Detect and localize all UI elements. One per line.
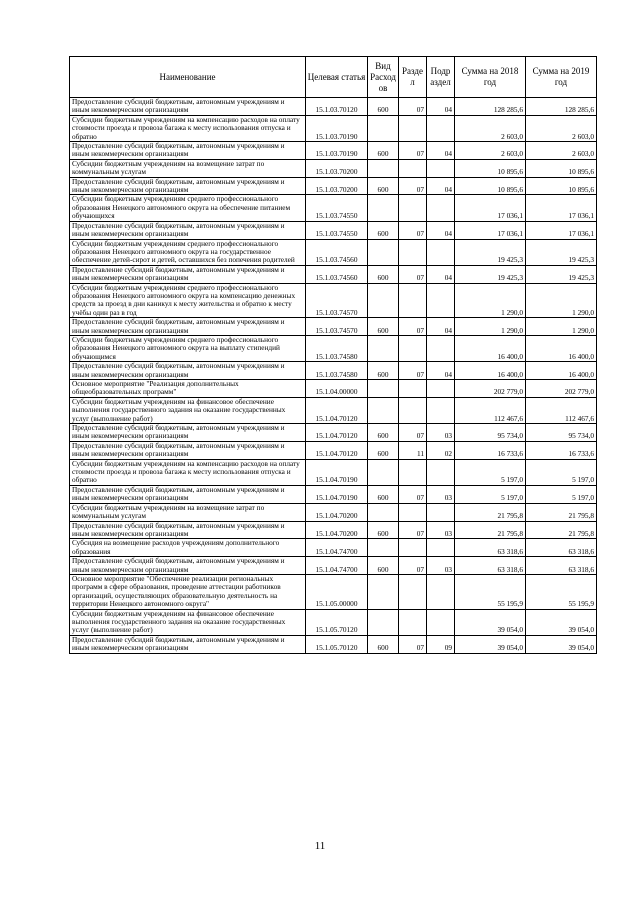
row-name: Предоставление субсидий бюджетным, автономным учреждениям и иным некоммерческим организациям	[70, 635, 306, 653]
row-target-article: 15.1.04.70200	[306, 521, 368, 539]
row-sum-2019: 16 400,0	[526, 335, 597, 361]
row-sum-2019: 10 895,6	[526, 159, 597, 177]
page-number: 11	[314, 840, 326, 852]
row-subsection: 04	[427, 221, 455, 239]
row-expense-type	[368, 380, 399, 398]
row-sum-2019: 19 425,3	[526, 265, 597, 283]
row-section: 07	[399, 177, 427, 195]
row-sum-2019: 5 197,0	[526, 485, 597, 503]
row-section	[399, 283, 427, 318]
row-sum-2018: 39 054,0	[455, 609, 526, 635]
row-section	[399, 335, 427, 361]
row-sum-2019: 112 467,6	[526, 397, 597, 423]
table-row	[70, 177, 597, 195]
row-sum-2018: 2 603,0	[455, 115, 526, 141]
row-subsection: 03	[427, 557, 455, 575]
row-name: Субсидии бюджетным учреждениям на компенсацию расходов на оплату стоимости проезда и провоза багажа к месту использования отпуска и обратно	[70, 459, 306, 485]
row-sum-2019: 16 733,6	[526, 441, 597, 459]
table-row	[70, 362, 597, 380]
table-row	[70, 397, 597, 423]
table-row	[70, 557, 597, 575]
table-row	[70, 195, 597, 221]
row-section: 07	[399, 557, 427, 575]
table-row	[70, 539, 597, 557]
row-target-article: 15.1.03.74560	[306, 265, 368, 283]
row-target-article: 15.1.03.74580	[306, 362, 368, 380]
row-subsection: 04	[427, 177, 455, 195]
row-name: Субсидии бюджетным учреждениям на возмещение затрат по коммунальным услугам	[70, 159, 306, 177]
row-expense-type: 600	[368, 142, 399, 160]
row-sum-2019: 55 195,9	[526, 574, 597, 609]
row-sum-2019: 5 197,0	[526, 459, 597, 485]
row-section	[399, 397, 427, 423]
row-name: Субсидии бюджетным учреждениям среднего профессионального образования Ненецкого автономного округа на государственное обеспечение детей-сирот и детей, оставшихся без попечения родителей	[70, 239, 306, 265]
row-sum-2019: 10 895,6	[526, 177, 597, 195]
row-target-article: 15.1.05.70120	[306, 635, 368, 653]
table-row	[70, 459, 597, 485]
row-subsection	[427, 115, 455, 141]
table-body	[70, 98, 597, 654]
row-subsection	[427, 539, 455, 557]
row-expense-type	[368, 397, 399, 423]
row-section	[399, 195, 427, 221]
row-sum-2019: 128 285,6	[526, 98, 597, 116]
row-sum-2019: 63 318,6	[526, 539, 597, 557]
row-section	[399, 115, 427, 141]
row-target-article: 15.1.05.70120	[306, 609, 368, 635]
row-sum-2019: 2 603,0	[526, 115, 597, 141]
row-name: Основное мероприятие "Реализация дополнительных общеобразовательных программ"	[70, 380, 306, 398]
row-section: 07	[399, 635, 427, 653]
row-name: Субсидии бюджетным учреждениям среднего профессионального образования Ненецкого автономного округа на обеспечение питанием обучающихся	[70, 195, 306, 221]
row-target-article: 15.1.04.70190	[306, 459, 368, 485]
row-subsection: 03	[427, 485, 455, 503]
row-expense-type: 600	[368, 557, 399, 575]
row-sum-2018: 19 425,3	[455, 265, 526, 283]
header-expense-type: Вид Расход ов	[368, 57, 399, 98]
row-section	[399, 380, 427, 398]
row-subsection	[427, 335, 455, 361]
row-target-article: 15.1.03.74570	[306, 318, 368, 336]
row-expense-type: 600	[368, 318, 399, 336]
row-target-article: 15.1.05.00000	[306, 574, 368, 609]
row-subsection	[427, 574, 455, 609]
table-row	[70, 318, 597, 336]
row-subsection: 04	[427, 98, 455, 116]
row-expense-type: 600	[368, 635, 399, 653]
row-section	[399, 239, 427, 265]
row-name: Предоставление субсидий бюджетным, автономным учреждениям и иным некоммерческим организациям	[70, 521, 306, 539]
row-sum-2019: 17 036,1	[526, 221, 597, 239]
row-target-article: 15.1.04.70120	[306, 397, 368, 423]
row-subsection	[427, 380, 455, 398]
row-sum-2018: 5 197,0	[455, 459, 526, 485]
row-subsection: 04	[427, 265, 455, 283]
row-name: Предоставление субсидий бюджетным, автономным учреждениям и иным некоммерческим организациям	[70, 98, 306, 116]
row-name: Основное мероприятие "Обеспечение реализации региональных программ в сфере образования, проведение аттестации работников организаций, осуществляющих образовательную деятельность на территории Ненецкого автономного округа"	[70, 574, 306, 609]
row-sum-2018: 63 318,6	[455, 557, 526, 575]
row-expense-type	[368, 503, 399, 521]
row-expense-type	[368, 195, 399, 221]
row-sum-2018: 16 400,0	[455, 335, 526, 361]
row-name: Предоставление субсидий бюджетным, автономным учреждениям и иным некоммерческим организациям	[70, 362, 306, 380]
row-sum-2018: 128 285,6	[455, 98, 526, 116]
row-subsection: 04	[427, 362, 455, 380]
row-expense-type	[368, 159, 399, 177]
row-target-article: 15.1.03.74570	[306, 283, 368, 318]
row-section: 07	[399, 318, 427, 336]
row-name: Субсидии бюджетным учреждениям среднего профессионального образования Ненецкого автономного округа на выплату стипендий обучающимся	[70, 335, 306, 361]
row-name: Предоставление субсидий бюджетным, автономным учреждениям и иным некоммерческим организациям	[70, 318, 306, 336]
row-target-article: 15.1.04.70120	[306, 441, 368, 459]
row-name: Предоставление субсидий бюджетным, автономным учреждениям и иным некоммерческим организациям	[70, 142, 306, 160]
row-sum-2018: 10 895,6	[455, 159, 526, 177]
row-sum-2018: 5 197,0	[455, 485, 526, 503]
row-target-article: 15.1.03.70200	[306, 177, 368, 195]
row-sum-2018: 55 195,9	[455, 574, 526, 609]
row-expense-type	[368, 239, 399, 265]
row-section	[399, 159, 427, 177]
header-name: Наименование	[70, 57, 306, 98]
row-sum-2018: 2 603,0	[455, 142, 526, 160]
table-row	[70, 635, 597, 653]
row-subsection	[427, 397, 455, 423]
table-row	[70, 335, 597, 361]
row-sum-2019: 21 795,8	[526, 503, 597, 521]
row-subsection	[427, 283, 455, 318]
row-section: 07	[399, 98, 427, 116]
row-section: 07	[399, 265, 427, 283]
row-name: Предоставление субсидий бюджетным, автономным учреждениям и иным некоммерческим организациям	[70, 485, 306, 503]
row-target-article: 15.1.03.70190	[306, 115, 368, 141]
row-name: Субсидия на возмещение расходов учреждениям дополнительного образования	[70, 539, 306, 557]
row-section: 07	[399, 221, 427, 239]
row-target-article: 15.1.04.70120	[306, 424, 368, 442]
row-section	[399, 539, 427, 557]
row-sum-2018: 19 425,3	[455, 239, 526, 265]
row-target-article: 15.1.03.74560	[306, 239, 368, 265]
table-row	[70, 380, 597, 398]
row-expense-type	[368, 115, 399, 141]
row-name: Субсидии бюджетным учреждениям на возмещение затрат по коммунальным услугам	[70, 503, 306, 521]
row-section	[399, 574, 427, 609]
row-sum-2019: 19 425,3	[526, 239, 597, 265]
row-expense-type: 600	[368, 98, 399, 116]
row-target-article: 15.1.04.74700	[306, 539, 368, 557]
row-name: Предоставление субсидий бюджетным, автономным учреждениям и иным некоммерческим организациям	[70, 557, 306, 575]
row-sum-2019: 95 734,0	[526, 424, 597, 442]
row-sum-2018: 1 290,0	[455, 283, 526, 318]
budget-table	[69, 56, 597, 654]
header-target-article: Целевая статья	[306, 57, 368, 98]
row-sum-2018: 1 290,0	[455, 318, 526, 336]
row-sum-2018: 95 734,0	[455, 424, 526, 442]
row-section: 11	[399, 441, 427, 459]
row-section: 07	[399, 521, 427, 539]
row-subsection	[427, 459, 455, 485]
row-sum-2018: 10 895,6	[455, 177, 526, 195]
row-sum-2019: 202 779,0	[526, 380, 597, 398]
row-subsection	[427, 503, 455, 521]
row-sum-2019: 16 400,0	[526, 362, 597, 380]
table-row	[70, 98, 597, 116]
row-subsection	[427, 159, 455, 177]
row-expense-type	[368, 283, 399, 318]
row-target-article: 15.1.03.74550	[306, 221, 368, 239]
header-sum-2019: Сумма на 2019 год	[526, 57, 597, 98]
row-name: Предоставление субсидий бюджетным, автономным учреждениям и иным некоммерческим организациям	[70, 424, 306, 442]
row-target-article: 15.1.04.70200	[306, 503, 368, 521]
table-row	[70, 265, 597, 283]
row-subsection: 03	[427, 424, 455, 442]
table-row	[70, 521, 597, 539]
row-section	[399, 503, 427, 521]
row-expense-type	[368, 574, 399, 609]
table-row	[70, 115, 597, 141]
row-expense-type: 600	[368, 441, 399, 459]
row-name: Предоставление субсидий бюджетным, автономным учреждениям и иным некоммерческим организациям	[70, 221, 306, 239]
row-name: Предоставление субсидий бюджетным, автономным учреждениям и иным некоммерческим организациям	[70, 265, 306, 283]
row-target-article: 15.1.04.74700	[306, 557, 368, 575]
row-subsection: 09	[427, 635, 455, 653]
table-row	[70, 609, 597, 635]
row-sum-2019: 39 054,0	[526, 635, 597, 653]
table-row	[70, 159, 597, 177]
table-row	[70, 142, 597, 160]
table-row	[70, 239, 597, 265]
row-name: Субсидии бюджетным учреждениям на компенсацию расходов на оплату стоимости проезда и провоза багажа к месту использования отпуска и обратно	[70, 115, 306, 141]
row-name: Субсидии бюджетным учреждениям на финансовое обеспечение выполнения государственного задания на оказание государственных услуг (выполнение работ)	[70, 609, 306, 635]
row-sum-2019: 63 318,6	[526, 557, 597, 575]
table-row	[70, 485, 597, 503]
row-sum-2019: 39 054,0	[526, 609, 597, 635]
row-expense-type: 600	[368, 424, 399, 442]
row-target-article: 15.1.03.70200	[306, 159, 368, 177]
table-row	[70, 221, 597, 239]
header-subsection: Подр аздел	[427, 57, 455, 98]
row-subsection: 04	[427, 142, 455, 160]
row-subsection	[427, 609, 455, 635]
row-sum-2018: 21 795,8	[455, 503, 526, 521]
row-sum-2019: 21 795,8	[526, 521, 597, 539]
row-sum-2018: 202 779,0	[455, 380, 526, 398]
row-sum-2018: 63 318,6	[455, 539, 526, 557]
row-sum-2019: 1 290,0	[526, 318, 597, 336]
row-target-article: 15.1.04.70190	[306, 485, 368, 503]
table-row	[70, 574, 597, 609]
row-sum-2019: 2 603,0	[526, 142, 597, 160]
row-expense-type: 600	[368, 485, 399, 503]
row-subsection: 03	[427, 521, 455, 539]
row-expense-type: 600	[368, 177, 399, 195]
row-name: Субсидии бюджетным учреждениям на финансовое обеспечение выполнения государственного задания на оказание государственных услуг (выполнение работ)	[70, 397, 306, 423]
row-target-article: 15.1.04.00000	[306, 380, 368, 398]
row-name: Предоставление субсидий бюджетным, автономным учреждениям и иным некоммерческим организациям	[70, 177, 306, 195]
header-sum-2018: Сумма на 2018 год	[455, 57, 526, 98]
row-sum-2018: 16 400,0	[455, 362, 526, 380]
row-subsection	[427, 239, 455, 265]
row-target-article: 15.1.03.70190	[306, 142, 368, 160]
table-row	[70, 283, 597, 318]
row-expense-type: 600	[368, 521, 399, 539]
row-sum-2018: 39 054,0	[455, 635, 526, 653]
row-subsection: 02	[427, 441, 455, 459]
row-sum-2018: 21 795,8	[455, 521, 526, 539]
row-target-article: 15.1.03.74580	[306, 335, 368, 361]
row-section: 07	[399, 142, 427, 160]
row-section	[399, 609, 427, 635]
row-name: Субсидии бюджетным учреждениям среднего профессионального образования Ненецкого автономного округа на компенсацию денежных средств за проезд в дни каникул к месту жительства и обратно к месту учёбы один раз в год	[70, 283, 306, 318]
row-section	[399, 459, 427, 485]
table-header-row	[70, 57, 597, 98]
table-row	[70, 441, 597, 459]
row-section: 07	[399, 424, 427, 442]
row-sum-2018: 16 733,6	[455, 441, 526, 459]
row-sum-2018: 17 036,1	[455, 195, 526, 221]
row-expense-type	[368, 539, 399, 557]
row-expense-type: 600	[368, 265, 399, 283]
row-expense-type: 600	[368, 362, 399, 380]
row-sum-2018: 17 036,1	[455, 221, 526, 239]
row-expense-type: 600	[368, 221, 399, 239]
row-expense-type	[368, 335, 399, 361]
row-subsection: 04	[427, 318, 455, 336]
table-row	[70, 424, 597, 442]
row-sum-2019: 17 036,1	[526, 195, 597, 221]
row-sum-2018: 112 467,6	[455, 397, 526, 423]
row-subsection	[427, 195, 455, 221]
row-sum-2019: 1 290,0	[526, 283, 597, 318]
row-name: Предоставление субсидий бюджетным, автономным учреждениям и иным некоммерческим организациям	[70, 441, 306, 459]
row-target-article: 15.1.03.74550	[306, 195, 368, 221]
row-section: 07	[399, 362, 427, 380]
table-row	[70, 503, 597, 521]
header-section: Разде л	[399, 57, 427, 98]
row-section: 07	[399, 485, 427, 503]
row-expense-type	[368, 459, 399, 485]
row-target-article: 15.1.03.70120	[306, 98, 368, 116]
row-expense-type	[368, 609, 399, 635]
